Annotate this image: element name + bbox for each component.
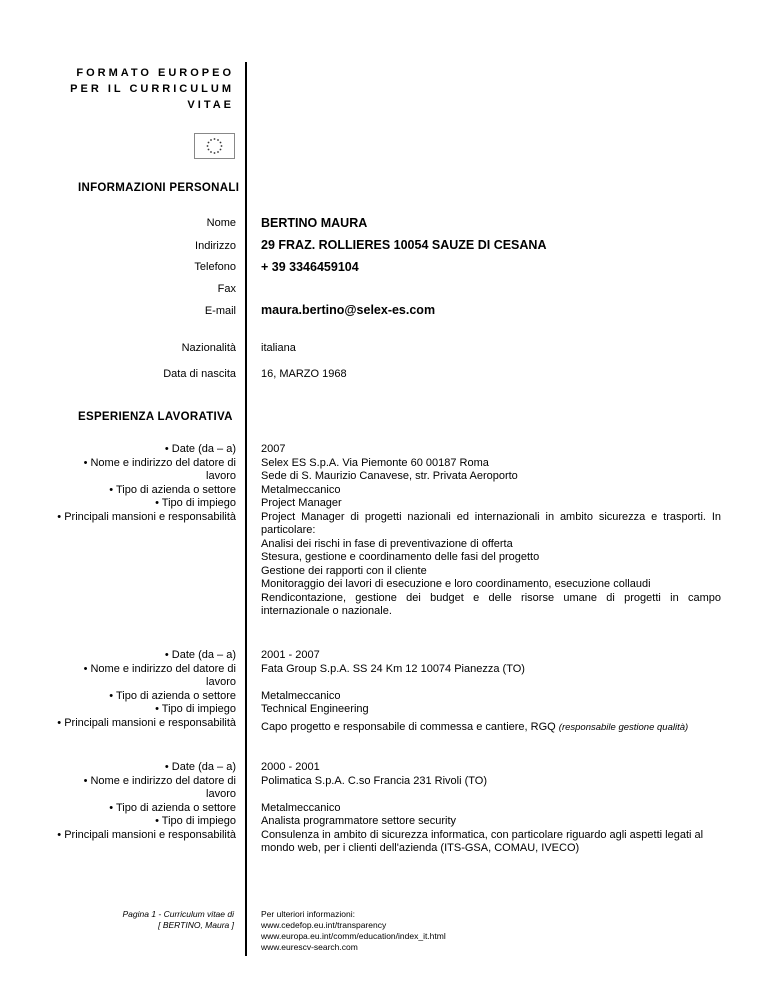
value-nationality: italiana [261, 342, 296, 354]
label-role: • Tipo di impiego [155, 703, 236, 715]
job3-labels [52, 761, 236, 842]
job-dates: 2000 - 2001 [261, 761, 320, 773]
vertical-divider [245, 62, 247, 956]
job-role: Project Manager [261, 497, 342, 509]
label-duties: • Principali mansioni e responsabilità [57, 828, 236, 841]
label-role: • Tipo di impiego [155, 497, 236, 509]
label-sector: • Tipo di azienda o settore [109, 689, 236, 702]
label-duties: • Principali mansioni e responsabilità [57, 510, 236, 523]
job-duties: Consulenza in ambito di sicurezza informatica, con particolare riguardo agli aspetti legati al mondo web, per i clienti dell'azienda (ITS-GSA, COMAU, IVECO) [261, 828, 704, 854]
job-role: Analista programmatore settore security [261, 815, 457, 827]
cv-title-line-3: VITAE [187, 99, 234, 111]
job-duty: Analisi dei rischi in fase di preventivazione di offerta [261, 537, 513, 550]
eu-flag-icon [194, 133, 235, 159]
job2-labels [52, 649, 236, 730]
section-title-experience: ESPERIENZA LAVORATIVA [78, 411, 233, 423]
job2-details [261, 649, 721, 734]
footer-page-info [60, 909, 234, 931]
label-sector: • Tipo di azienda o settore [109, 483, 236, 496]
footer-page-line-1: Pagina 1 - Curriculum vitae di [122, 909, 234, 919]
job-sector: Metalmeccanico [261, 689, 341, 702]
job-duties [261, 721, 721, 735]
section-title-personal: INFORMAZIONI PERSONALI [78, 182, 240, 194]
job-duty: Project Manager di progetti nazionali ed internazionali in ambito sicurezza e trasporti. In particolare: [261, 510, 721, 536]
footer-page-line-2: [ BERTINO, Maura ] [158, 920, 234, 930]
label-employer: • Nome e indirizzo del datore di lavoro [83, 774, 236, 800]
job-duty: Monitoraggio dei lavori di esecuzione e loro coordinamento, esecuzione collaudi [261, 578, 651, 590]
label-role: • Tipo di impiego [155, 815, 236, 827]
job-sector: Metalmeccanico [261, 483, 341, 496]
footer-link[interactable]: www.europa.eu.int/comm/education/index_it.html [261, 931, 446, 941]
job3-details [261, 761, 721, 856]
label-dates: • Date (da – a) [164, 761, 236, 773]
job-employer: Polimatica S.p.A. C.so Francia 231 Rivoli (TO) [261, 774, 487, 787]
footer-links [261, 909, 446, 953]
job-duty: Stesura, gestione e coordinamento delle fasi del progetto [261, 551, 540, 563]
label-employer: • Nome e indirizzo del datore di lavoro [83, 456, 236, 482]
label-fax: Fax [217, 283, 236, 295]
value-birth-date: 16, MARZO 1968 [261, 368, 347, 380]
label-duties: • Principali mansioni e responsabilità [57, 716, 236, 729]
label-email: E-mail [204, 305, 236, 317]
job-duty: Capo progetto e responsabile di commessa e cantiere, RGQ [261, 720, 556, 733]
cv-title-line-1: FORMATO EUROPEO [76, 67, 234, 79]
label-birth-date: Data di nascita [163, 368, 236, 380]
value-phone: + 39 3346459104 [261, 260, 359, 274]
label-sector: • Tipo di azienda o settore [109, 801, 236, 814]
job-dates: 2007 [261, 443, 286, 455]
footer-link[interactable]: www.eurescv-search.com [261, 942, 358, 952]
label-dates: • Date (da – a) [164, 443, 236, 455]
label-nationality: Nazionalità [181, 342, 236, 354]
label-dates: • Date (da – a) [164, 649, 236, 661]
label-address: Indirizzo [195, 240, 236, 252]
job-duty-note: (responsabile gestione qualità) [558, 721, 689, 733]
value-address: 29 FRAZ. ROLLIERES 10054 SAUZE DI CESANA [261, 238, 547, 252]
cv-title-line-2: PER IL CURRICULUM [70, 83, 234, 95]
job-duty: Gestione dei rapporti con il cliente [261, 564, 427, 577]
job-employer-site: Sede di S. Maurizio Canavese, str. Privata Aeroporto [261, 470, 518, 482]
job-dates: 2001 - 2007 [261, 649, 320, 661]
footer-info-title: Per ulteriori informazioni: [261, 909, 356, 919]
job-role: Technical Engineering [261, 703, 369, 715]
label-phone: Telefono [194, 261, 236, 273]
job-duty: Rendicontazione, gestione dei budget e delle risorse umane di progetti in campo internazionale o nazionale. [261, 591, 721, 617]
label-employer: • Nome e indirizzo del datore di lavoro [83, 662, 236, 688]
job1-labels [52, 443, 236, 524]
value-email[interactable]: maura.bertino@selex-es.com [261, 303, 436, 317]
job-sector: Metalmeccanico [261, 801, 341, 814]
footer-link[interactable]: www.cedefop.eu.int/transparency [261, 920, 387, 930]
job-employer: Selex ES S.p.A. Via Piemonte 60 00187 Roma [261, 456, 489, 469]
job1-details [261, 443, 721, 619]
label-name: Nome [206, 217, 236, 229]
value-name: BERTINO MAURA [261, 216, 368, 230]
job-employer: Fata Group S.p.A. SS 24 Km 12 10074 Pianezza (TO) [261, 662, 525, 675]
